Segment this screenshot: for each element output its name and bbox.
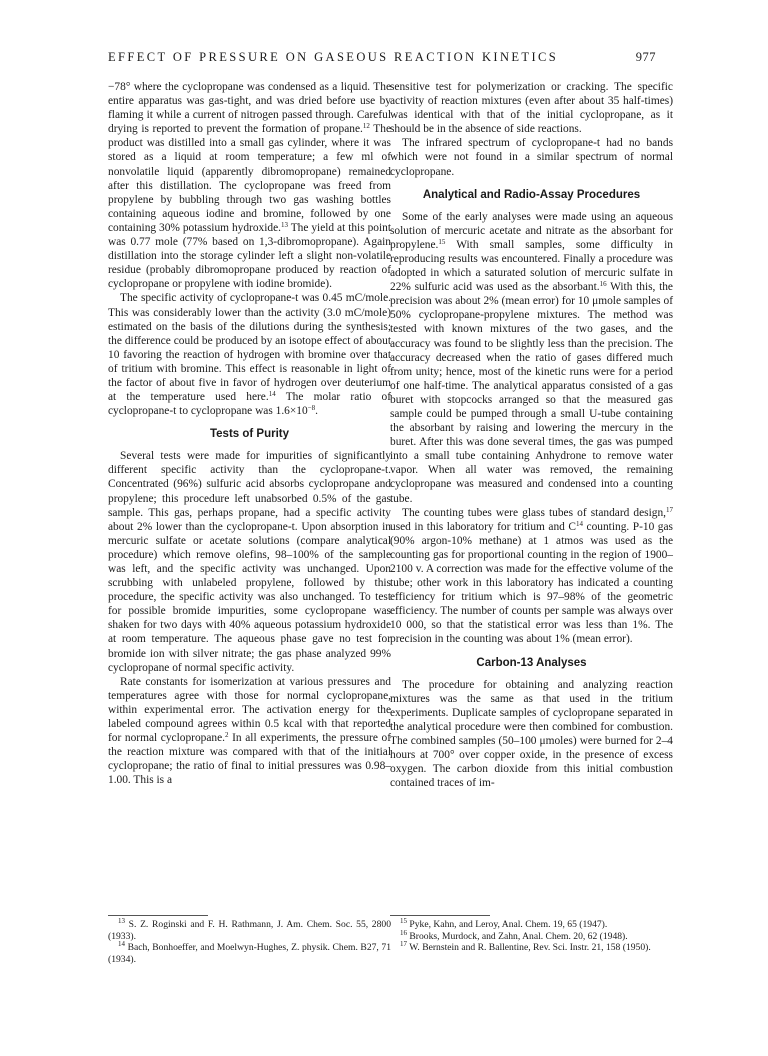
footnote-ref: 16 [599, 280, 607, 289]
page-number: 977 [635, 50, 656, 64]
paragraph: −78° where the cyclopropane was condensed as a liquid. The entire apparatus was gas-tight, and was dried before use by flaming it while a current of nitrogen passed through. Careful drying is reported to prevent the formation of propane.$^{12}$ The product was distilled into a small gas cylinder, where it was stored as a liquid at room temperature; a few ml of nonvolatile liquid (apparently dibromopropane) remained after this distillation. The cyclopropane was freed from propylene by bubbling through two gas washing bottles containing aqueous iodine and bromine, followed by one containing 30% potassium hydroxide.$^{13}$ The yield at this point was 0.77 mole (77% based on 1,3-dibromopropane). Again distillation into the storage cylinder left a slight non-volatile residue (probably dibromopropane produced by reaction of cyclopropane or propylene with iodine bromide). [108, 81, 392, 291]
footnote: $^{13}$ S. Z. Roginski and F. H. Rathmann, J. Am. Chem. Soc. 55, 2800 (1933). [108, 917, 391, 942]
section-heading-carbon13: Carbon-13 Analyses [476, 656, 587, 669]
paragraph: Some of the early analyses were made using an aqueous solution of mercuric acetate and nitrate as the absorbant for propylene.$^{15}$ With small samples, some difficulty in reproducing results was encountered. Finally a procedure was adopted in which a saturated solution of mercuric sulfate in 22% sulfuric acid was used as the absorbant.$^{16}$ With this, the precision was about 2% (mean error) for 10 μmole samples of 50% cyclopropane-propylene mixtures. The method was tested with known mixtures of the two gases, and the accuracy was found to be slightly less than the precision. The accuracy decreased when the ratio of gases differed much from unity; hence, most of the kinetic runs were for a period of one half-time. The analytical apparatus consisted of a gas buret with stopcocks arranged so that the measured gas sample could be pumped through a small U-tube containing the absorbant by raising and lowering the mercury in the buret. After this was done several times, the gas was pumped into a small tube containing Anhydrone to remove water vapor. When all water was removed, the remaining cyclopropane was measured and condensed into a counting tube. [390, 210, 673, 505]
left-column [108, 80, 391, 788]
running-title: EFFECT OF PRESSURE ON GASEOUS REACTION KINETICS [108, 50, 559, 64]
paragraph: Rate constants for isomerization at various pressures and temperatures agree with those for normal cyclopropane, within experimental error. The activation energy for the labeled compound agrees within 0.5 kcal with that reported for normal cyclopropane.$^2$ In all experiments, the pressure of the reaction mixture was compared with that of the initial cyclopropane; the ratio of final to initial pressures was 0.98–1.00. This is a [108, 675, 391, 787]
section-heading-purity: Tests of Purity [209, 428, 290, 441]
footnote-ref: 15 [438, 237, 446, 246]
isotope-superscript: 14 [576, 519, 583, 528]
exponent: −8 [307, 404, 316, 413]
paragraph: sensitive test for polymerization or cracking. The specific activity of reaction mixtures (even after about 35 half-times) was identical with that of the initial cyclopropane, as it should be in the absence of side reactions. [390, 81, 673, 136]
paragraph: The infrared spectrum of cyclopropane-t had no bands which were not found in a similar spectrum of normal cyclopropane. [390, 137, 673, 178]
footnotes-left [108, 915, 391, 965]
section-heading-assay: Analytical and Radio-Assay Procedures [422, 188, 641, 201]
footnote-ref: 2 [225, 731, 229, 740]
paragraph: The procedure for obtaining and analyzing reaction mixtures was the same as that used in the tritium experiments. Duplicate samples of cyclopropane separated in the analytical procedure were then combined for combustion. The combined samples (50–100 μmoles) were burned for 2–4 hours at 700° over copper oxide, in the presence of excess oxygen. The carbon dioxide from this initial combustion contained traces of im- [390, 678, 673, 790]
footnotes-right [390, 915, 673, 954]
page-header [108, 50, 656, 68]
footnote-divider [390, 915, 490, 916]
footnote-ref: 17 [666, 505, 673, 514]
footnote-ref: 12 [362, 122, 370, 131]
footnote-ref: 13 [280, 220, 288, 229]
paragraph: The counting tubes were glass tubes of standard design,$^{17}$ used in this laboratory for tritium and $C^{14}$ counting. P-10 gas (90% argon-10% methane) at 1 atmos was used as the counting gas for proportional counting in the region of 1900–2100 v. A correction was made for the effective volume of the tube; other work in this laboratory has indicated a counting efficiency for tritium which is 97–98% of the geometric efficiency. The number of counts per sample was always over 10 000, so that the statistical error was less than 1%. The precision in the counting was about 1% (mean error). [390, 505, 673, 646]
footnote-divider [108, 915, 208, 916]
paragraph: Several tests were made for impurities of significantly different specific activity than the cyclopropane-t. Concentrated (96%) sulfuric acid absorbs cyclopropane and propylene; this procedure left unabsorbed 0.5% of the gas sample. This gas, perhaps propane, had a specific activity about 2% lower than the cyclopropane-t. Upon absorption in mercuric sulfate or acetate solutions (compare analytical procedure) which remove olefins, 98–100% of the sample was left, and the specific activity was unchanged. Upon scrubbing with unlabeled propylene, followed by this procedure, the specific activity was also unchanged. To test for possible bromide impurities, some cyclopropane was shaken for two days with 40% aqueous potassium hydroxide at room temperature. The aqueous phase gave no test for bromide ion with silver nitrate; the gas phase analyzed 99% cyclopropane of normal specific activity. [108, 450, 391, 674]
right-column [390, 80, 673, 790]
footnote: $^{17}$ W. Bernstein and R. Ballentine, Rev. Sci. Instr. 21, 158 (1950). [400, 940, 651, 953]
footnote: $^{16}$ Brooks, Murdock, and Zahn, Anal. Chem. 20, 62 (1948). [400, 928, 628, 942]
paragraph: The specific activity of cyclopropane-t was 0.45 mC/mole. This was considerably lower than the activity (3.0 mC/mole) estimated on the basis of the dilutions during the synthesis; the difference could be produced by an isotope effect of about 10 favoring the reaction of hydrogen with bromine over that of tritium with bromine. This effect is reasonable in light of the factor of about five in favor of hydrogen over deuterium at the temperature used here.$^{14}$ The molar ratio of cyclopropane-t to cyclopropane was $1.6\times 10^{-8}$. [108, 292, 392, 418]
footnote: $^{14}$ Bach, Bonhoeffer, and Moelwyn-Hughes, Z. physik. Chem. B27, 71 (1934). [108, 940, 391, 965]
footnote: $^{15}$ Pyke, Kahn, and Leroy, Anal. Chem. 19, 65 (1947). [400, 917, 608, 930]
footnote-ref: 14 [268, 390, 276, 399]
